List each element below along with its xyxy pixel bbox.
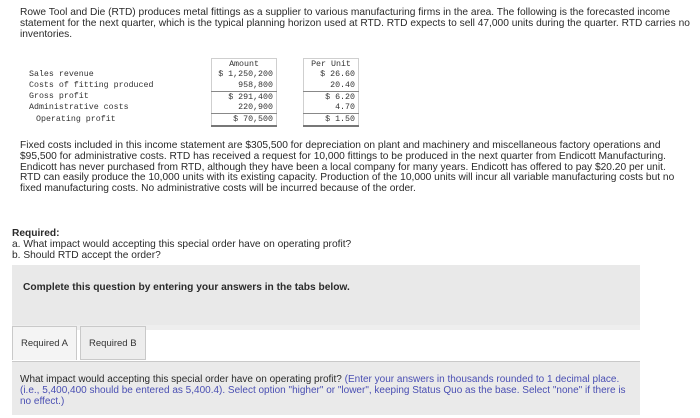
row-amount: 958,800	[212, 80, 277, 91]
tab-required-a[interactable]: Required A	[12, 326, 77, 360]
row-label: Operating profit	[36, 115, 116, 125]
tab-panel	[12, 361, 640, 415]
row-per-unit: $ 26.60	[304, 70, 359, 81]
row-amount: $ 291,400	[212, 91, 277, 102]
instructions-band	[12, 265, 640, 325]
table-row	[26, 102, 359, 113]
row-amount: 220,900	[212, 102, 277, 113]
row-label: Gross profit	[29, 92, 89, 102]
required-section	[12, 228, 351, 261]
required-b-text: b. Should RTD accept the order?	[12, 250, 161, 261]
instructions-text: Complete this question by entering your answers in the tabs below.	[23, 282, 350, 293]
table-row	[26, 80, 359, 91]
tab-bar	[12, 325, 146, 361]
required-heading: Required:	[12, 228, 60, 239]
table-row	[26, 113, 359, 125]
row-per-unit: 4.70	[304, 102, 359, 113]
panel-hint-text: (Enter your answers in thousands rounded to 1 decimal place. (i.e., 5,400,400 should be entered as 5,400.4). Select option "higher" or "lower", keeping Status Quo as the base. Select "none" if there is no effect.)	[20, 374, 626, 407]
required-a-text: a. What impact would accepting this special order have on operating profit?	[12, 239, 352, 250]
income-statement-table	[26, 58, 359, 127]
table-row	[26, 91, 359, 102]
panel-question	[20, 374, 630, 407]
row-label: Administrative costs	[29, 103, 129, 113]
panel-question-text: What impact would accepting this special order have on operating profit?	[20, 374, 342, 385]
problem-intro: Rowe Tool and Die (RTD) produces metal fittings as a supplier to various manufacturing firms in the area. The following is the forecasted income statement for the next quarter, which is the typical planning horizon used at RTD. RTD expects to sell 47,000 units during the quarter. RTD carries no inventories.	[20, 7, 690, 40]
per-unit-header: Per Unit	[304, 59, 359, 70]
row-per-unit: 20.40	[304, 80, 359, 91]
row-amount: $ 1,250,200	[212, 70, 277, 81]
table-header-row	[26, 59, 359, 70]
row-amount: $ 70,500	[212, 113, 277, 125]
row-label: Costs of fitting produced	[29, 81, 154, 91]
tab-required-b[interactable]: Required B	[80, 326, 146, 360]
row-per-unit: $ 6.20	[304, 91, 359, 102]
table-row	[26, 70, 359, 81]
fixed-costs-paragraph: Fixed costs included in this income statement are $305,500 for depreciation on plant and machinery and miscellaneous factory operations and $95,500 for administrative costs. RTD has received a request for 10,000 fittings to be produced in the next quarter from Endicott Manufacturing. Endicott has never purchased from RTD, although they have been a local company for many years. Endicott has offered to pay $20.20 per unit. RTD can easily produce the 10,000 units with its existing capacity. Production of the 10,000 units will incur all variable manufacturing costs but no fixed manufacturing costs. No administrative costs will be incurred because of the order.	[20, 140, 675, 195]
row-per-unit: $ 1.50	[304, 113, 359, 125]
row-label: Sales revenue	[29, 70, 94, 80]
amount-header: Amount	[212, 59, 277, 70]
